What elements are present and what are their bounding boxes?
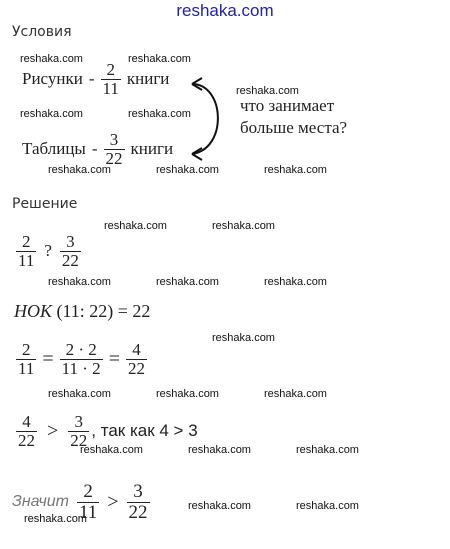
- fraction-2-11: [101, 61, 121, 98]
- fraction-3-22: [104, 131, 125, 168]
- fraction-2-11: [16, 341, 36, 378]
- numerator: 3: [109, 130, 119, 149]
- fraction-3-22: [127, 482, 150, 523]
- denominator: 22: [61, 250, 79, 270]
- numerator: 2: [83, 481, 93, 502]
- watermark: reshaka.com: [212, 220, 275, 232]
- watermark: reshaka.com: [156, 164, 219, 176]
- numerator: 4: [132, 340, 141, 359]
- site-title[interactable]: reshaka.com: [176, 1, 274, 20]
- denominator: 11: [18, 358, 35, 378]
- question-line-1: что занимает: [240, 96, 335, 115]
- watermark: reshaka.com: [128, 53, 191, 65]
- books-word: книги: [126, 69, 170, 89]
- conditions-header: Условия: [12, 24, 72, 40]
- denominator: 22: [70, 430, 88, 450]
- condition-row-drawings: [22, 61, 169, 98]
- watermark: reshaka.com: [20, 108, 83, 120]
- fraction-2-11: [16, 233, 36, 270]
- denominator: 22: [127, 358, 145, 378]
- lcm-label: НОК: [14, 301, 52, 321]
- denominator: 11 · 2: [61, 358, 101, 378]
- reason-text: , так как 4 > 3: [91, 421, 198, 441]
- watermark: reshaka.com: [188, 444, 251, 456]
- numerator: 4: [22, 412, 31, 431]
- numerator: 2: [21, 340, 31, 359]
- lcm-line: [14, 301, 150, 322]
- fraction-3-22: [60, 233, 81, 270]
- equals-sign: =: [108, 347, 120, 370]
- question-line-2: больше места?: [240, 118, 348, 137]
- greater-than-sign: >: [107, 490, 119, 513]
- watermark: reshaka.com: [24, 513, 87, 525]
- watermark: reshaka.com: [80, 444, 143, 456]
- dash: -: [88, 69, 95, 89]
- watermark: reshaka.com: [296, 500, 359, 512]
- watermark: reshaka.com: [212, 332, 275, 344]
- fraction-4-22: [126, 341, 147, 378]
- drawings-label: Рисунки: [22, 69, 83, 89]
- numerator: 2: [106, 60, 115, 79]
- fraction-4-22: [16, 413, 37, 450]
- question-mark: ?: [44, 241, 52, 261]
- lcm-expression: (11: 22) = 22: [56, 301, 151, 321]
- watermark: reshaka.com: [264, 164, 327, 176]
- watermark: reshaka.com: [156, 388, 219, 400]
- equals-sign: =: [42, 347, 54, 370]
- numerator: 3: [133, 481, 143, 502]
- greater-than-sign: >: [47, 419, 59, 442]
- numerator: 2: [21, 232, 31, 251]
- fraction-expanded: [60, 341, 103, 378]
- fraction-expansion: [16, 341, 147, 378]
- denominator: 11: [78, 501, 98, 523]
- watermark: reshaka.com: [20, 53, 83, 65]
- watermark: reshaka.com: [48, 164, 111, 176]
- numerator: 3: [66, 232, 75, 251]
- watermark: reshaka.com: [156, 276, 219, 288]
- tables-label: Таблицы: [22, 139, 86, 159]
- question-text: [240, 95, 347, 139]
- watermark: reshaka.com: [236, 85, 299, 97]
- comparison-question: [16, 233, 81, 270]
- conclusion-word: Значит: [12, 493, 69, 511]
- denominator: 22: [105, 148, 123, 168]
- numerator: 2 · 2: [65, 340, 97, 359]
- denominator: 11: [18, 250, 35, 270]
- solution-header: Решение: [12, 196, 78, 212]
- condition-row-tables: [22, 131, 173, 168]
- denominator: 22: [18, 430, 35, 450]
- watermark: reshaka.com: [104, 220, 167, 232]
- watermark: reshaka.com: [128, 108, 191, 120]
- watermark: reshaka.com: [48, 276, 111, 288]
- books-word: книги: [130, 139, 174, 159]
- denominator: 11: [102, 78, 119, 98]
- watermark: reshaka.com: [48, 388, 111, 400]
- watermark: reshaka.com: [296, 444, 359, 456]
- watermark: reshaka.com: [264, 388, 327, 400]
- dash: -: [91, 139, 98, 159]
- watermark: reshaka.com: [264, 276, 327, 288]
- numerator: 3: [74, 412, 84, 431]
- denominator: 22: [128, 501, 148, 523]
- watermark: reshaka.com: [188, 500, 251, 512]
